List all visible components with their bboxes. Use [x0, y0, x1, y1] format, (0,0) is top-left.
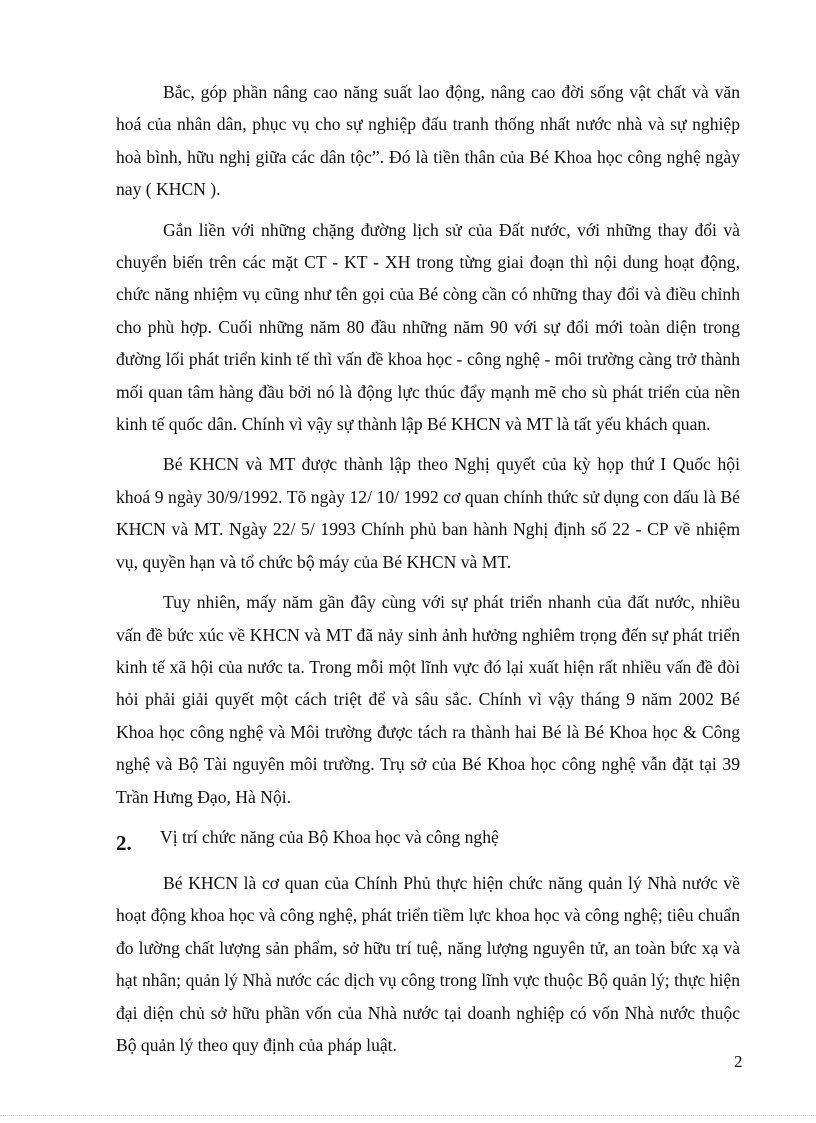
section-number: 2.: [116, 830, 132, 855]
page-bottom-divider: [0, 1115, 816, 1116]
document-body: [116, 76, 740, 1069]
paragraph-history-changes: Gắn liền với những chặng đường lịch sử của Đất nước, với những thay đổi và chuyển biến trên các mặt CT - KT - XH trong từng giai đoạn thì nội dung hoạt động, chức năng nhiệm vụ cũng như tên gọi của Bé còng cần có những thay đổi và điều chỉnh cho phù hợp. Cuối những năm 80 đầu những năm 90 với sự đổi mới toàn diện trong đường lối phát triển kinh tế thì vấn đề khoa học - công nghệ - môi trường càng trở thành mối quan tâm hàng đầu bởi nó là động lực thúc đẩy mạnh mẽ cho sù phát triển của nền kinh tế quốc dân. Chính vì vậy sự thành lập Bé KHCN và MT là tất yếu khách quan.: [116, 219, 740, 435]
page-number: 2: [734, 1052, 743, 1071]
paragraph-separation: Tuy nhiên, mấy năm gần đây cùng với sự phát triển nhanh của đất nước, nhiều vấn đề bức xúc về KHCN và MT đã nảy sinh ảnh hưởng nghiêm trọng đến sự phát triển kinh tế xã hội của nước ta. Trong mỗi một lĩnh vực đó lại xuất hiện rất nhiều vấn đề đòi hỏi phải giải quyết một cách triệt để và sâu sắc. Chính vì vậy tháng 9 năm 2002 Bé Khoa học công nghệ và Môi trường được tách ra thành hai Bé là Bé Khoa học & Công nghệ và Bộ Tài nguyên môi trường. Trụ sở của Bé Khoa học công nghệ vẫn đặt tại 39 Trần Hưng Đạo, Hà Nội.: [116, 592, 740, 807]
section-title: Vị trí chức năng của Bộ Khoa học và công nghệ: [160, 826, 499, 847]
paragraph-functions: Bé KHCN là cơ quan của Chính Phủ thực hiện chức năng quản lý Nhà nước về hoạt động khoa học và công nghệ, phát triển tiềm lực khoa học và công nghệ; tiêu chuẩn đo lường chất lượng sản phẩm, sở hữu trí tuệ, năng lượng nguyên tử, an toàn bức xạ và hạt nhân; quản lý Nhà nước các dịch vụ công trong lĩnh vực thuộc Bộ quản lý; thực hiện đại diện chủ sở hữu phần vốn của Nhà nước tại doanh nghiệp có vốn Nhà nước thuộc Bộ quản lý theo quy định của pháp luật.: [116, 872, 740, 1055]
section-heading: [116, 821, 740, 855]
paragraph-history-intro: Bắc, góp phần nâng cao năng suất lao động, nâng cao đời sống vật chất và văn hoá của nhân dân, phục vụ cho sự nghiệp đấu tranh thống nhất nước nhà và sự nghiệp hoà bình, hữu nghị giữa các dân tộc”. Đó là tiền thân của Bé Khoa học công nghệ ngày nay ( KHCN ).: [116, 82, 740, 200]
paragraph-founding: Bé KHCN và MT được thành lập theo Nghị quyết của kỳ họp thứ I Quốc hội khoá 9 ngày 30/9/1992. Tõ ngày 12/ 10/ 1992 cơ quan chính thức sử dụng con dấu là Bé KHCN và MT. Ngày 22/ 5/ 1993 Chính phủ ban hành Nghị định số 22 - CP về nhiệm vụ, quyền hạn và tổ chức bộ máy của Bé KHCN và MT.: [116, 454, 740, 572]
